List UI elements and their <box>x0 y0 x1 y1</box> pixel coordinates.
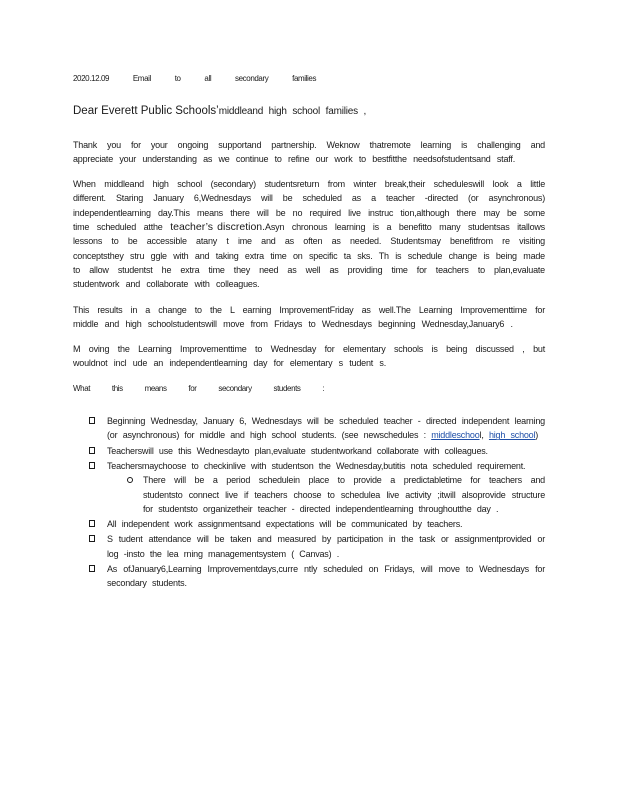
letter-subject: Email to all secondary families <box>132 74 317 83</box>
bullet-text: All independent work assignmentsand expectations will be communicated by teachers. <box>107 519 463 530</box>
bullet-text: Beginning Wednesday, January 6, Wednesdays will be scheduled teacher - directed independent learning (or asynchronous) for middle and high school students. (see newschedules : <box>107 416 545 441</box>
letter-body <box>73 72 545 592</box>
square-bullet-icon <box>89 565 95 572</box>
link-separator: l, <box>479 430 484 441</box>
salutation-lead: Dear Everett Public Schools’ <box>73 105 219 118</box>
list-item <box>107 517 545 531</box>
bullet-text-end: ) <box>535 430 539 441</box>
bullet-text: Teacherswill use this Wednesdayto plan,evaluate studentworkand collaborate with colleagues. <box>107 445 488 456</box>
paragraph-schedule-emphasis: teacher’s discretion. <box>170 221 266 234</box>
list-item <box>107 532 545 561</box>
square-bullet-icon <box>89 520 95 527</box>
paragraph-schedule-part1: When middleand high school (secondary) studentsreturn from winter break,their scheduleswill look a little different. Staring January 6,Wednesdays will be scheduled as a teacher -directed (or asynchronous) independentlearning day.This means there will be no required live instruc tion,although there may be some time scheduled atthe <box>73 179 545 233</box>
section-heading: What this means for secondary students : <box>73 383 325 393</box>
middle-school-schedule-link[interactable]: middleschoo <box>431 430 480 441</box>
paragraph-thanks: Thank you for your ongoing supportand partnership. Weknow thatremote learning is challenging and appreciate your understanding as we continue to refine our work to bestfitthe needsofstudentsand staff. <box>73 139 545 164</box>
square-bullet-icon <box>89 417 95 424</box>
sub-list-item <box>143 473 545 516</box>
paragraph-schedule-part2: Asyn chronous learning is a benefitto many studentsas itallows lessons to be accessible atany t ime and as often as needed. Studentsmay benefitfrom re visiting conceptsthey stru ggle with and taking extra time on specific ta sks. Th is schedule change is being made to allow studentst he extra time they need as well as providing time for teachers to plan,evaluate studentwork and collaborate with colleagues. <box>73 222 545 290</box>
list-item <box>107 562 545 591</box>
paragraph-learning-improvement: This results in a change to the L earning ImprovementFriday as well.The Learning Improvementtime for middle and high schoolstudentswill move from Fridays to Wednesdays beginning Wednesday,January6 . <box>73 304 545 329</box>
bullet-list <box>73 414 545 591</box>
square-bullet-icon <box>89 535 95 542</box>
paragraph-elementary: M oving the Learning Improvementtime to Wednesday for elementary schools is being discussed , but wouldnot incl ude an independentlearning day for elementary s tudent s. <box>73 344 545 369</box>
sub-bullet-text: There will be a period schedulein place to provide a predictabletime for teachers and studentsto connect live if teachers choose to schedulea live activity ;itwill alsoprovide structure for studentsto organizetheir teacher - directed independentlearning throughoutthe day . <box>143 475 545 514</box>
paragraph-schedule <box>73 177 545 291</box>
square-bullet-icon <box>89 462 95 469</box>
list-item <box>107 459 545 516</box>
list-item <box>107 444 545 458</box>
letter-date: 2020.12.09 <box>73 74 110 83</box>
salutation-rest: middleand high school families , <box>218 106 367 118</box>
bullet-text: As ofJanuary6,Learning Improvementdays,curre ntly scheduled on Fridays, will move to Wednesdays for secondary students. <box>107 564 545 589</box>
circle-bullet-icon <box>127 477 133 483</box>
salutation <box>73 104 545 119</box>
letter-header <box>73 72 545 86</box>
bullet-text: S tudent attendance will be taken and measured by participation in the task or assignmentprovided or log -insto the lea rning managementsystem ( Canvas) . <box>107 534 545 559</box>
bullet-text: Teachersmaychoose to checkinlive with studentson the Wednesday,butitis nota scheduled requirement. <box>107 460 526 471</box>
sub-bullet-list <box>107 473 545 516</box>
high-school-schedule-link[interactable]: high school <box>488 430 536 441</box>
list-item <box>107 414 545 443</box>
square-bullet-icon <box>89 447 95 454</box>
